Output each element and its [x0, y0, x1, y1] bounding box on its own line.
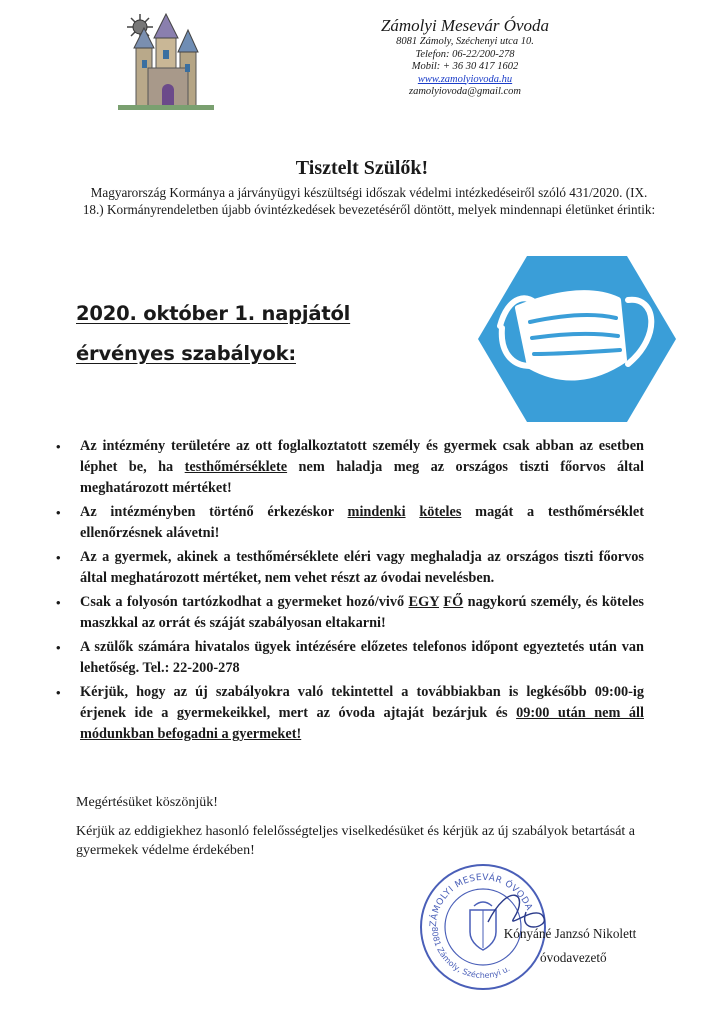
bullet: •: [56, 439, 61, 454]
rule-2-space: [406, 504, 420, 520]
stamp-text-bottom: 8081 Zámoly, Széchenyi u.: [429, 926, 512, 981]
rule-2-underlined-2: köteles: [419, 504, 462, 520]
list-item: [50, 682, 644, 745]
stamp-text-top: ZÁMOLYI MESEVÁR ÓVODA: [428, 872, 534, 928]
mobile: Mobil: + 36 30 417 1602: [411, 61, 519, 72]
bullet: •: [56, 505, 61, 520]
rule-1-text-a: Az intézmény területére az ott foglalkoztatott személy és gyermek csak abban az esetben léphet be, ha: [80, 438, 644, 475]
email: zamolyiovoda@gmail.com: [408, 86, 522, 97]
list-item: [50, 592, 644, 634]
rule-2-text-a: Az intézményben történő érkezéskor: [80, 504, 348, 520]
list-item: [50, 502, 644, 544]
rule-1-underlined: testhőmérséklete: [184, 459, 288, 475]
list-item: [50, 436, 644, 499]
list-item: [50, 637, 644, 679]
rule-4-text-b: nagykorú személy, és köteles maszkkal az orrát és száját szabályosan eltakarni!: [80, 594, 644, 631]
closing-paragraph: Kérjük az eddigiekhez hasonló felelősségteljes viselkedésüket és kérjük az új szabályok betartását a gyermekek védelme érdekében!: [76, 824, 636, 858]
face-mask-icon: [478, 256, 676, 422]
rule-2-underlined-1: mindenki: [347, 504, 406, 520]
bullet: •: [56, 685, 61, 700]
rule-3-text: Az a gyermek, akinek a testhőmérséklete eléri vagy meghaladja az országos tiszti főorvos által meghatározott mértéket, nem vehet részt az óvodai nevelésben.: [80, 549, 644, 586]
rule-4-underlined-1: EGY: [408, 594, 439, 610]
kindergarten-name: Zámolyi Mesevár Óvoda: [380, 16, 550, 35]
rule-4-underlined-2: FŐ: [443, 594, 464, 610]
bullet: •: [56, 640, 61, 655]
castle-logo-icon: [118, 8, 214, 112]
address: 8081 Zámoly, Széchenyi utca 10.: [396, 36, 534, 47]
rule-6-text-a: Kérjük, hogy az új szabályokra való tekintettel a továbbiakban is legkésőbb 09:00-ig érjenek ide a gyermekeikkel, mert az óvoda ajtaját bezárjuk és: [80, 684, 644, 721]
bullet: •: [56, 550, 61, 565]
phone: Telefon: 06-22/200-278: [415, 48, 515, 60]
rule-1-text-b: nem haladja meg az országos tiszti főorvos által meghatározott mértéket!: [80, 459, 644, 496]
signer-name: Kónyáné Janzsó Nikolett: [503, 926, 637, 941]
rules-list: [50, 436, 644, 748]
rules-heading-line2: érvényes szabályok:: [76, 342, 296, 365]
rule-2-text-b: magát a testhőmérséklet ellenőrzésnek alávetni!: [80, 504, 644, 541]
intro-paragraph: Magyarország Kormánya a járványügyi készültségi időszak védelmi intézkedéseiről szóló 431/2020. (IX. 18.) Kormányrendeletben újabb óvintézkedések bevezetéséről döntött, melyek mindennapi életünket érintik:: [82, 185, 656, 217]
rule-6-underlined: 09:00 után nem áll módunkban befogadni a gyermeket!: [80, 705, 644, 742]
thanks-text: Megértésüket köszönjük!: [76, 795, 218, 810]
signer-role: óvodavezető: [540, 950, 607, 965]
rules-heading-line1: 2020. október 1. napjától: [76, 302, 351, 325]
list-item: [50, 547, 644, 589]
letterhead: [340, 16, 590, 99]
website-link[interactable]: www.zamolyiovoda.hu: [417, 73, 513, 85]
page-title: Tisztelt Szülők!: [295, 157, 429, 179]
rule-4-text-a: Csak a folyosón tartózkodhat a gyermeket hozó/vivő: [80, 594, 409, 610]
bullet: •: [56, 595, 61, 610]
rule-5-text: A szülők számára hivatalos ügyek intézésére előzetes telefonos időpont egyeztetés után van lehetőség. Tel.: 22-200-278: [80, 639, 644, 676]
